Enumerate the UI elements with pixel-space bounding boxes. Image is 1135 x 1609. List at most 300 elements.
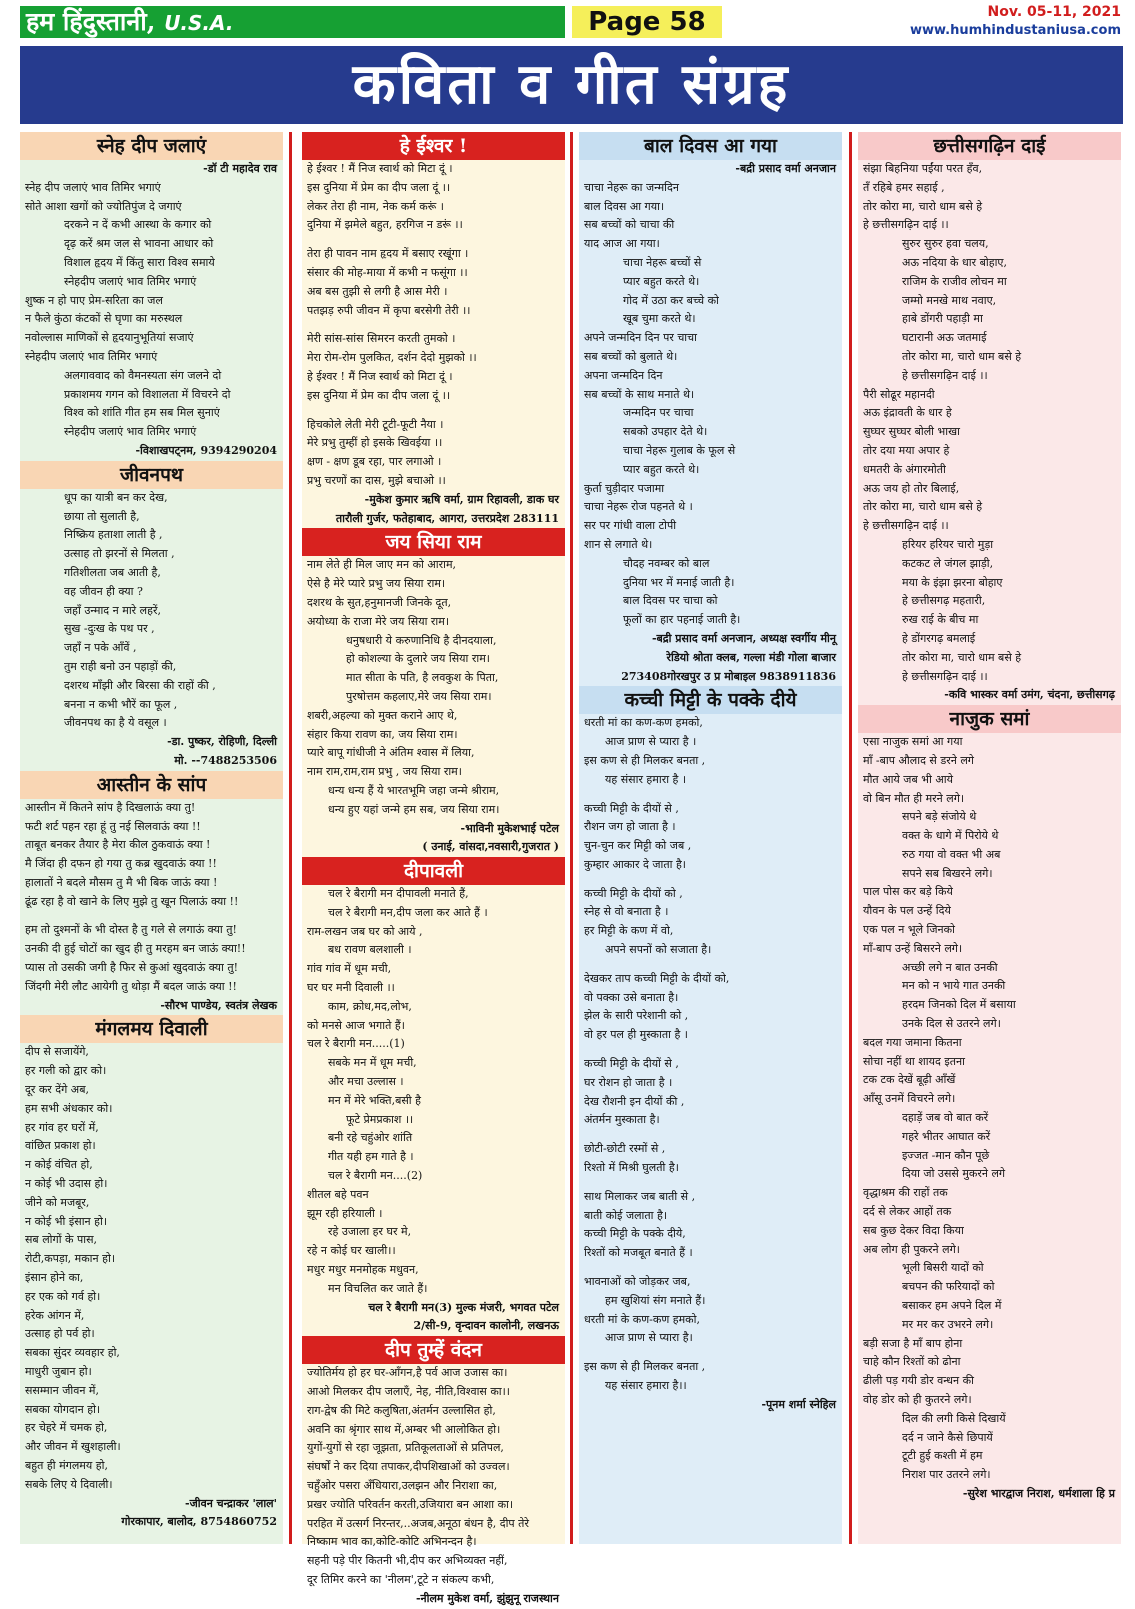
poem-line: ऐसे है मेरे प्यारे प्रभु जय सिया राम। — [307, 577, 446, 591]
poem-line: दर्द न जाने कैसे छिपायें — [902, 1430, 993, 1444]
column-divider — [570, 132, 573, 1544]
poem-line: क्षण - क्षण डूब रहा, पार लगाओ । — [307, 455, 442, 469]
poem-line: पाल पोस कर बड़े किये — [863, 885, 953, 899]
poem-author: -डॉ टी महादेव राव — [203, 162, 277, 175]
poem-line: धूप का यात्री बन कर देख, — [64, 490, 168, 504]
poem-line: सबको उपहार देते थे। — [623, 425, 708, 439]
stanza-gap — [302, 235, 565, 245]
page-number: Page 58 — [572, 6, 722, 38]
poem-line: न कोई वंचित हो, — [25, 1158, 93, 1172]
poem-line: अऊ इंद्रावती के धार हे — [863, 406, 952, 420]
poem-line: हो कोशल्या के दुलारे जय सिया राम। — [346, 652, 490, 666]
poem-line: राम-लखन जब घर को आये , — [307, 924, 423, 938]
poem-line: जिंदगी मेरी लौट आयेगी तु थोड़ा मैं बदल जाऊं क्या !! — [25, 979, 237, 993]
poem-line: चौदह नवम्बर को बाल — [623, 556, 710, 570]
poem-line: ससम्मान जीवन में, — [25, 1383, 99, 1397]
poem-line: सबका योगदान हो। — [25, 1402, 101, 1416]
poem-line: अंतर्मन मुस्काता है। — [584, 1113, 660, 1127]
poem-line: स्नेहदीप जलाएं भाव तिमिर भगाएं — [64, 274, 197, 288]
page-header — [20, 4, 1123, 42]
poem-line: हे ईश्वर ! मैं निज स्वार्थ को मिटा दूं । — [307, 162, 453, 175]
poem-line: सब लोगों के पास, — [25, 1233, 98, 1247]
poem-author: -भाविनी मुकेशभाई पटेल — [460, 821, 559, 835]
poem-line: सब बच्चों को चाचा की — [584, 218, 675, 232]
poem-line: चल रे बैरागी मन,दीप जला कर आते हैं । — [328, 905, 488, 919]
poem-line: न कोई भी उदास हो। — [25, 1177, 108, 1191]
poem-line: मै जिंदा ही दफन हो गया तु कब्र खुदवाऊं क्या !! — [25, 857, 217, 871]
poem-line: तोर कोरा मा, चारो धाम बसे हे — [902, 349, 1022, 363]
poem-title: बाल दिवस आ गया — [579, 132, 842, 160]
poem-line: स्नेह से वो बनाता है । — [584, 905, 669, 919]
section-banner: कविता व गीत संग्रह — [20, 46, 1123, 124]
poem-line: मात सीता के पति, है लवकुश के पिता, — [346, 671, 499, 685]
poem-line: उत्साह तो झरनों से मिलता , — [64, 547, 175, 561]
poem-line: अपने जन्मदिन दिन पर चाचा — [584, 331, 697, 345]
poem-author: -सुरेश भारद्वाज निराश, धर्मशाला हि प्र — [962, 1486, 1115, 1500]
poem-author: -कवि भास्कर वर्मा उमंग, चंदना, छत्तीसगढ़ — [944, 688, 1115, 702]
poem-line: सबके लिए ये दिवाली। — [25, 1477, 113, 1491]
poem-line: साथ मिलाकर जब बाती से , — [584, 1189, 696, 1203]
poem-line: चल रे बैरागी मन....(2) — [328, 1169, 423, 1183]
poem-line: दशरथ के सुत,हनुमानजी जिनके दूत, — [307, 595, 452, 609]
stanza-gap — [579, 960, 842, 970]
poem-line: फूलों का हार पहनाई जाती है। — [623, 613, 741, 627]
poem-author: -सौरभ पाण्डेय, स्वतंत्र लेखक — [160, 998, 277, 1012]
poem-line: और मचा उल्लास । — [328, 1075, 404, 1089]
poem-line: दहाड़ें जब वो बात करें — [902, 1111, 989, 1125]
poem-line: गतिशीलता जब आती है, — [64, 565, 161, 579]
poem-line: हे डोंगरगढ़ बमलाई — [902, 631, 976, 645]
poem-line: अपने सपनों को सजाता है। — [605, 943, 712, 957]
poem-line: दरकने न दें कभी आस्था के कगार को — [64, 218, 212, 232]
poem-line: इज्जत -मान कौन पूछे — [902, 1148, 990, 1162]
poem-line: दिल की लगी किसे दिखायें — [902, 1411, 1006, 1425]
poem-line: बध रावण बलशाली । — [328, 943, 412, 957]
poem-line: पतझड़ रुपी जीवन में कृपा बरसेगी तेरी ।। — [307, 303, 471, 317]
poem-author: -मुकेश कुमार ऋषि वर्मा, ग्राम रिहावली, डाक घर — [364, 492, 559, 506]
poem-line: न कोई भी इंसान हो। — [25, 1214, 108, 1228]
poem-line: हे ईश्वर ! मैं निज स्वार्थ को मिटा दूं । — [307, 369, 453, 383]
poem-line: गहरे भीतर आघात करें — [902, 1129, 991, 1143]
poem-line: दूर कर देंगे अब, — [25, 1083, 89, 1097]
poem-line: रोटी,कपड़ा, मकान हो। — [25, 1252, 115, 1266]
poem-line: अऊ जय हो तोर बिलाई, — [863, 481, 960, 495]
poem-line: बहुत ही मंगलमय हो, — [25, 1459, 108, 1472]
poem-line: देखकर ताप कच्ची मिट्टी के दीयों को, — [584, 971, 730, 985]
poem-line: तेरा ही पावन नाम हृदय में बसाए रखूंगा । — [307, 247, 469, 261]
poem-line: वोह डोर को ही कुतरने लगे। — [863, 1393, 972, 1406]
poem-line: संहार किया रावण का, जय सिया राम। — [307, 727, 458, 741]
poem-line: जीने को मजबूर, — [25, 1195, 90, 1209]
poem-title: आस्तीन के सांप — [20, 771, 283, 799]
poem-line: हर मिट्टी के कण में वो, — [584, 924, 674, 938]
poem-line: सोचा नहीं था शायद इतना — [863, 1054, 965, 1068]
poem-line: सब बच्चों के साथ मनाते थे। — [584, 387, 695, 401]
poem-title: छत्तीसगढ़िन दाई — [858, 132, 1121, 160]
issue-date: Nov. 05-11, 2021 — [987, 4, 1121, 20]
poem-line: विश्व को शांति गीत हम सब मिल सुनाएं — [64, 406, 220, 420]
poem-line: जीवनपथ का है ये वसूल । — [64, 716, 167, 730]
poem-line: कुर्ता चुड़ीदार पजामा — [584, 481, 665, 495]
poem-author: -बद्री प्रसाद वर्मा अनजान, अध्यक्ष स्वर्गीय मीनू — [651, 631, 836, 645]
poem-line: हरदम जिनको दिल में बसाया — [902, 998, 1016, 1012]
stanza-gap — [579, 1045, 842, 1055]
poem-line: बाल दिवस आ गया। — [584, 199, 665, 213]
poem-author: गोरकापार, बालोद, 8754860752 — [121, 1515, 277, 1529]
poem-line: तुम राही बनो उन पहाड़ों की, — [64, 659, 177, 673]
website-url: www.humhindustaniusa.com — [909, 23, 1121, 38]
poem-title: जय सिया राम — [302, 528, 565, 556]
poem-line: कच्ची मिट्टी के दीयों से , — [584, 1057, 679, 1071]
poem-author: -जीवन चन्द्राकर 'लाल' — [185, 1496, 277, 1510]
poem-line: जहाँ उन्माद न मारे लहरें, — [64, 603, 161, 617]
poem-line: घर घर मनी दिवाली ।। — [307, 981, 395, 995]
poem-line: वक्त के धागे में पिरोये थे — [902, 829, 999, 843]
poem-line: छोटी-छोटी रस्मों से , — [584, 1142, 666, 1156]
poem-line: प्यारे बापू गांधीजी ने अंतिम श्वास में लिया, — [307, 746, 475, 760]
poem-line: बाती कोई जलाता है। — [584, 1208, 668, 1222]
poem-line: सब कुछ देकर विदा किया — [863, 1223, 964, 1237]
poem-line: काम, क्रोध,मद,लोभ, — [328, 999, 412, 1013]
poem-author: रेडियो श्रोता क्लब, गल्ला मंडी गोला बाजार — [666, 650, 836, 664]
poem-line: हर एक को गर्व हो। — [25, 1289, 101, 1303]
poem-line: हर गांव हर घरों में, — [25, 1120, 99, 1134]
poem-line: हम तो दुश्मनों के भी दोस्त है तु गले से लगाऊं क्या तु! — [25, 923, 237, 937]
poem-line: अब लोग ही पुकरने लगे। — [863, 1242, 960, 1256]
poem-line: याद आज आ गया। — [584, 237, 660, 251]
poem-line: संसार की मोह-माया में कभी न फसूंगा ।। — [307, 265, 468, 279]
poem-line: दर्द से लेकर आहों तक — [863, 1205, 952, 1219]
stanza-gap — [579, 1178, 842, 1188]
poem-line: रिश्तों को मजबूत बनाते हैं । — [584, 1246, 693, 1260]
poem-line: इंसान होने का, — [25, 1271, 84, 1285]
poem-author: 273408गोरखपुर उ प्र मोबाइल 9838911836 — [621, 669, 836, 683]
poem-line: सपने सब बिखरने लगे। — [902, 866, 993, 880]
poem-line: हर चेहरे में चमक हो, — [25, 1421, 108, 1435]
poem-line: मन में मेरे भक्ति,बसी है — [328, 1093, 421, 1107]
poem-line: एसा नाजुक समां आ गया — [863, 735, 963, 749]
poem-line: सब बच्चों को बुलाते थे। — [584, 349, 678, 363]
poem-line: वो हर पल ही मुस्काता है । — [584, 1028, 688, 1042]
poem-line: सहनी पड़े पीर कितनी भी,दीप कर अभिव्यक्त नहीं, — [307, 1554, 508, 1568]
poem-line: दुनिया भर में मनाई जाती है। — [623, 575, 735, 589]
poem-line: शीतल बहे पवन — [307, 1187, 369, 1201]
poem-line: कटकट ले जंगल झाड़ी, — [902, 556, 994, 570]
poem-line: ढीली पड़ गयी डोर वन्धन की — [863, 1374, 974, 1388]
poem-line: आज प्राण से प्यारा है । — [605, 735, 697, 749]
poem-line: संघर्षों ने कर दिया तपाकर,दीपशिखाओं को उज्वल। — [307, 1460, 510, 1474]
poem-line: राग-द्वेष की मिटे कलुषिता,अंतर्मन उल्लासित हो, — [307, 1403, 496, 1417]
poem-line: माधुरी जुबान हो। — [25, 1365, 92, 1379]
poem-line: अयोध्या के राजा मेरे जय सिया राम। — [307, 614, 450, 628]
poem-line: हम खुशियां संग मनाते हैं। — [605, 1293, 706, 1307]
poem-line: तँ रहिबे हमर सहाई , — [863, 180, 945, 194]
poem-line: हे छत्तीसगढ़िन दाई ।। — [863, 218, 949, 232]
poem-author: -बद्री प्रसाद वर्मा अनजान — [735, 162, 836, 175]
poem-line: शुष्क न हो पाए प्रेम-सरिता का जल — [25, 293, 163, 307]
poem-line: एक पल न भूले जिनको — [863, 923, 955, 937]
poem-line: इस दुनिया में प्रेम का दीप जला दूं ।। — [307, 388, 451, 402]
poem-line: बड़ी सजा है माँ बाप होना — [863, 1336, 963, 1350]
poem-line: आँसू उनमें विचरने लगे। — [863, 1092, 956, 1106]
column-divider — [849, 132, 852, 1544]
poem-line: अऊ नदिया के धार बोहाए, — [902, 255, 1008, 269]
poem-title: दीपावली — [302, 857, 565, 885]
poem-line: हरियर हरियर चारो मुड़ा — [902, 537, 994, 551]
poem-line: मौत आये जब भी आये — [863, 772, 953, 786]
poem-line: हिचकोले लेती मेरी टूटी-फूटी नैया । — [307, 417, 444, 431]
poem-line: हाबे डोंगरी पहाड़ी मा — [902, 312, 983, 326]
poem-title: जीवनपथ — [20, 461, 283, 489]
poem-line: रुख राई के बीच मा — [902, 613, 979, 627]
poem-line: वो पक्का उसे बनाता है। — [584, 990, 679, 1004]
poem-title: स्नेह दीप जलाएं — [20, 132, 283, 160]
poem-line: कच्ची मिट्टी के दीयों से , — [584, 801, 679, 815]
poem-line: उत्साह हो पर्व हो। — [25, 1327, 95, 1341]
poem-line: वांछित प्रकाश हो। — [25, 1139, 96, 1153]
poem-line: संझा बिहनिया पईंया परत हँव, — [863, 162, 983, 175]
stanza-gap — [302, 320, 565, 330]
poem-line: अच्छी लगे न बात उनकी — [902, 960, 998, 974]
poem-line: ताबूत बनकर तैयार है मेरा कील ठुकवाऊं क्या ! — [25, 838, 211, 852]
poem-line: जहाँ न पके आँवें , — [64, 641, 137, 655]
poem-line: दशरथ माँझी और बिरसा की राहों की , — [64, 678, 216, 692]
poem-line: चाचा नेहरू गुलाब के फूल से — [623, 443, 736, 457]
column-divider — [289, 132, 292, 1544]
poem-line: दृढ़ करें श्रम जल से भावना आधार को — [64, 237, 214, 251]
poem-line: और जीवन में खुशहाली। — [25, 1440, 121, 1454]
poem-line: माँ-बाप उन्हें बिसरने लगे। — [863, 941, 963, 955]
poem-line: रुठ गया वो वक्त भी अब — [902, 847, 1001, 861]
poem-line: चाचा नेहरू बच्चों से — [623, 255, 702, 269]
poem-line: लेकर तेरा ही नाम, नेक कर्म करूं । — [307, 199, 444, 213]
poem-line: को मनसे आज भगाते हैं। — [307, 1018, 405, 1032]
poem-line: बनी रहे चहुंओर शांति — [328, 1131, 413, 1145]
poem-author: -पूनम शर्मा स्नेहिल — [761, 1397, 836, 1411]
poem-line: फटी शर्ट पहन रहा हूं तु नई सिलवाऊं क्या !! — [25, 819, 201, 833]
poem-line: कच्ची मिट्टी के दीयों को , — [584, 886, 683, 900]
poem-line: पुरषोत्तम कहलाए,मेरे जय सिया राम। — [346, 689, 492, 703]
poem-line: धनुषधारी ये करुणानिधि है दीनदयाला, — [346, 633, 497, 647]
poem-line: सुरुर सुरुर हवा चलय, — [902, 237, 989, 251]
poem-title: नाजुक समां — [858, 705, 1121, 733]
stanza-gap — [302, 406, 565, 416]
poem-line: दुनिया में झमेले बहुत, हरगिज न डरूं ।। — [307, 218, 463, 232]
stanza-gap — [579, 1263, 842, 1273]
poem-line: निराश पार उतरने लगे। — [902, 1468, 991, 1482]
stanza-gap — [579, 875, 842, 885]
poem-line: निष्काम भाव का,कोटि-कोटि अभिनन्दन है। — [307, 1535, 477, 1549]
poem-line: मधुर मधुर मनमोहक मधुवन, — [307, 1263, 419, 1277]
poem-line: जम्मो मनखे माथ नवाए, — [902, 293, 997, 307]
poem-line: वृद्धाश्रम की राहों तक — [863, 1186, 948, 1200]
poem-line: गीत यही हम गाते है । — [328, 1150, 414, 1164]
poem-line: परहित में उत्सर्ग निरन्तर,..अजब,अनूठा बंधन है, दीप तेरे — [307, 1516, 529, 1530]
poem-line: कुम्हार आकार दे जाता है। — [584, 857, 686, 871]
poem-line: आओ मिलकर दीप जलाएँ, नेह, नीति,विश्वास का।। — [307, 1385, 510, 1399]
poem-title: कच्ची मिट्टी के पक्के दीये — [579, 686, 842, 714]
poem-line: रहे न कोई घर खाली।। — [307, 1244, 396, 1258]
poem-line: टूटी हुई कश्ती में हम — [902, 1449, 983, 1463]
poem-line: निष्क्रिय हताशा लाती है , — [64, 528, 163, 542]
masthead-usa: U.S.A. — [164, 11, 234, 35]
poem-line: हे छत्तीसगढ़िन दाई ।। — [902, 669, 988, 683]
poem-line: युगों-युगों से रहा जूझता, प्रतिकूलताओं से प्रतिपल, — [307, 1441, 504, 1455]
poem-line: हे छत्तीसगढ़ महतारी, — [902, 594, 986, 608]
stanza-gap — [579, 1348, 842, 1358]
poem-line: सर पर गांधी वाला टोपी — [584, 519, 677, 533]
poem-author: तारौली गुर्जर, फतेहाबाद, आगरा, उत्तरप्रदेश 283111 — [335, 511, 559, 525]
poem-line: वो बिन मौत ही मरने लगे। — [863, 791, 965, 805]
poem-line: बनना न कभी भौरें का फूल , — [64, 697, 178, 711]
poem-line: उनकी दी हुई चोटों का खुद ही तु मरहम बन जाऊं क्या!! — [25, 942, 246, 956]
poem-line: प्यार बहुत करते थे। — [623, 462, 700, 476]
poem-line: यह संसार हमारा है । — [605, 772, 687, 786]
poem-line: दिया जो उससे मुकरने लगे — [902, 1167, 1006, 1181]
poem-line: इस कण से ही मिलकर बनता , — [584, 753, 706, 767]
poem-title: दीप तुम्हें वंदन — [302, 1336, 565, 1364]
poem-line: धरती मां का कण-कण हमको, — [584, 716, 703, 730]
poem-line: घटारानी अऊ जतमाई — [902, 331, 987, 345]
poem-line: स्नेह दीप जलाएं भाव तिमिर भगाएं — [25, 180, 161, 194]
masthead — [20, 6, 565, 38]
poem-line: रौशन जग हो जाता है । — [584, 820, 676, 834]
poem-author: 2/सी-9, वृन्दावन कालोनी, लखनऊ — [413, 1319, 559, 1333]
poem-line: धरती मां के कण-कण हमको, — [584, 1312, 700, 1326]
poem-line: वह जीवन ही क्या ? — [64, 584, 143, 598]
poem-line: भावनाओं को जोड़कर जब, — [584, 1275, 691, 1289]
poem-line: नाम लेते ही मिल जाए मन को आराम, — [307, 558, 457, 572]
poem-line: सबका सुंदर व्यवहार हो, — [25, 1346, 120, 1360]
poem-line: अब बस तुझी से लगी है आस मेरी । — [307, 284, 448, 298]
poem-line: तोर दया मया अपार हे — [863, 443, 950, 457]
poem-line: सपने बड़े संजोये थे — [902, 810, 977, 824]
poem-line: विशाल हृदय में किंतु सारा विश्व समाये — [64, 255, 215, 269]
poem-line: यौवन के पल उन्हें दिये — [863, 904, 951, 918]
poem-line: प्यार बहुत करते थे। — [623, 274, 700, 288]
column-1 — [20, 132, 283, 1544]
stanza-gap — [20, 911, 283, 921]
poem-line: नवोल्लास माणिकों से हृदयानुभूतियां सजाएं — [25, 331, 194, 345]
column-3 — [579, 132, 842, 1544]
poem-line: शबरी,अहल्या को मुक्त कराने आए थे, — [307, 708, 458, 722]
poem-line: मेरा रोम-रोम पुलकित, दर्शन देदो मुझको ।। — [307, 351, 477, 365]
poem-line: मया के इंझा झरना बोहाए — [902, 575, 1003, 589]
poem-line: धमतरी के अंगारमोती — [863, 462, 946, 476]
poem-author: -नीलम मुकेश वर्मा, झुंझुनू राजस्थान — [415, 1591, 559, 1605]
poem-line: झेल के सारी परेशानी को , — [584, 1009, 689, 1023]
poem-line: गांव गांव में धूम मची, — [307, 962, 392, 976]
poem-line: अलगाववाद को वैमनस्यता संग जलने दो — [64, 368, 222, 382]
poem-line: पैरी सोढूर महानदी — [863, 387, 935, 401]
poem-line: बचपन की फरियादों को — [902, 1280, 995, 1294]
poem-line: जन्मदिन पर चाचा — [623, 406, 694, 420]
column-4 — [858, 132, 1121, 1544]
masthead-name: हम हिंदुस्तानी, — [26, 7, 156, 36]
poem-line: स्नेहदीप जलाएं भाव तिमिर भगाएं — [25, 349, 158, 363]
poem-line: भूली बिसरी यादों को — [902, 1261, 984, 1275]
poem-line: सुघ्घर सुघ्घर बोली भाखा — [863, 425, 960, 439]
poem-line: तोर कोरा मा, चारो धाम बसे हे — [902, 650, 1022, 664]
poem-line: बसाकर हम अपने दिल में — [902, 1299, 1002, 1313]
poem-line: प्यास तो उसकी जगी है फिर से कुआं खुदवाऊं क्या तु! — [25, 961, 239, 975]
poem-line: अवनि का श्रृंगार साथ में,अम्बर भी आलोकित हो। — [307, 1422, 501, 1436]
poem-line: रिश्तो में मिश्री घुलती है। — [584, 1161, 679, 1175]
poem-line: फूटे प्रेमप्रकाश ।। — [346, 1112, 414, 1126]
poem-line: प्रखर ज्योति परिवर्तन करती,उजियारा बन आशा का। — [307, 1497, 514, 1511]
poem-line: नाम राम,राम,राम प्रभु , जय सिया राम। — [307, 765, 462, 779]
poem-title: मंगलमय दिवाली — [20, 1015, 283, 1043]
poem-line: घर रोशन हो जाता है । — [584, 1075, 673, 1089]
poem-line: कच्ची मिट्टी के पक्के दीये, — [584, 1227, 686, 1241]
poem-line: हरेक आंगन में, — [25, 1308, 85, 1322]
poem-line: चाहे कौन रिश्तों को ढोना — [863, 1355, 961, 1369]
poem-line: ज्योतिर्मय हो हर घर-आँगन,है पर्व आज उजास का। — [307, 1366, 508, 1380]
poem-line: तोर कोरा मा, चारो धाम बसे हे — [863, 199, 983, 213]
poem-line: हे छत्तीसगढ़िन दाई ।। — [902, 368, 988, 382]
poem-line: हालातों ने बदले मौसम तु मै भी बिक जाऊं क्या ! — [25, 875, 218, 889]
poem-line: चल रे बैरागी मन.....(1) — [307, 1037, 405, 1051]
poem-line: खूब चुमा करते थे। — [623, 312, 696, 326]
poem-line: दूर तिमिर करने का 'नीलम',टूटे न संकल्प कभी, — [307, 1572, 495, 1586]
poem-line: प्रभु चरणों का दास, मुझे बचाओ ।। — [307, 473, 446, 487]
poem-line: सोते आशा खगों को ज्योतिपुंज दे जगाएं — [25, 199, 182, 213]
poem-line: सबके मन में धूम मची, — [328, 1056, 417, 1070]
column-2 — [302, 132, 565, 1605]
poem-line: चाचा नेहरू रोज पहनते थे । — [584, 500, 693, 514]
poem-line: यह संसार हमारा है।। — [605, 1379, 687, 1393]
poem-line: उनके दिल से उतरने लगे। — [902, 1017, 1001, 1031]
poem-line: शान से लगाते थे। — [584, 537, 653, 551]
poem-line: मर मर कर उभरने लगे। — [902, 1317, 994, 1331]
poem-line: धन्य हुए यहां जन्मे हम सब, जय सिया राम। — [328, 802, 500, 816]
poem-line: सुख -दुःख के पथ पर , — [64, 622, 155, 636]
poem-line: इस कण से ही मिलकर बनता , — [584, 1360, 706, 1374]
poem-line: हम सभी अंधकार को। — [25, 1101, 113, 1115]
poem-line: राजिम के राजीव लोचन मा — [902, 274, 1007, 288]
poem-line: मेरी सांस-सांस सिमरन करती तुमको । — [307, 332, 456, 346]
poem-line: चल रे बैरागी मन दीपावली मनाते हैं, — [328, 887, 469, 901]
poem-line: गोद में उठा कर बच्चे को — [623, 293, 719, 307]
poem-line: प्रकाशमय गगन को विशालता में विचरने दो — [64, 387, 231, 401]
poem-line: मेरे प्रभु तुम्हीं हो इसके खिवईया ।। — [307, 436, 443, 450]
poem-line: मन को न भाये गात उनकी — [902, 979, 1006, 993]
poem-line: न फैले कुंठा कंटकों से घृणा का मरुस्थल — [25, 312, 183, 326]
poem-author: ( उनाई, वांसदा,नवसारी,गुजरात ) — [422, 840, 559, 854]
poem-line: धन्य धन्य हैं ये भारतभूमि जहा जन्मे श्रीराम, — [328, 783, 500, 797]
poem-line: ढूंढ रहा है वो खाने के लिए मुझे तु खून पिलाऊं क्या !! — [25, 894, 239, 908]
stanza-gap — [579, 1130, 842, 1140]
poem-line: माँ -बाप औलाद से डरने लगे — [863, 753, 974, 767]
poem-line: झूम रही हरियाली । — [307, 1206, 383, 1220]
poem-line: हर गली को द्वार को। — [25, 1064, 107, 1078]
poem-line: चुन-चुन कर मिट्टी को जब , — [584, 839, 692, 853]
poem-author: चल रे बैरागी मन(3) मुल्क मंजरी, भगवत पटेल — [368, 1300, 559, 1314]
poem-line: आज प्राण से प्यारा है। — [605, 1331, 693, 1345]
poem-line: तोर कोरा मा, चारो धाम बसे हे — [863, 500, 983, 514]
poem-author: -डा. पुष्कर, रोहिणी, दिल्ली — [167, 735, 277, 749]
poem-line: देख रौशनी इन दीयों की , — [584, 1094, 685, 1108]
poem-line: इस दुनिया में प्रेम का दीप जला दूं ।। — [307, 180, 451, 194]
poem-line: स्नेहदीप जलाएं भाव तिमिर भगाएं — [64, 425, 197, 439]
poem-line: मन विचलित कर जाते हैं। — [328, 1281, 428, 1295]
poem-author: -विशाखपट्नम, 9394290204 — [135, 443, 277, 457]
poem-line: टक टक देखें बूढ़ी आँखें — [863, 1073, 956, 1087]
poem-author: मो. --7488253506 — [174, 753, 277, 767]
poem-line: चहुँओर पसरा अँधियारा,उलझन और निराशा का, — [307, 1479, 498, 1492]
poem-line: दीप से सजायेंगे, — [25, 1045, 89, 1059]
poem-line: हे छत्तीसगढ़िन दाई ।। — [863, 519, 949, 533]
